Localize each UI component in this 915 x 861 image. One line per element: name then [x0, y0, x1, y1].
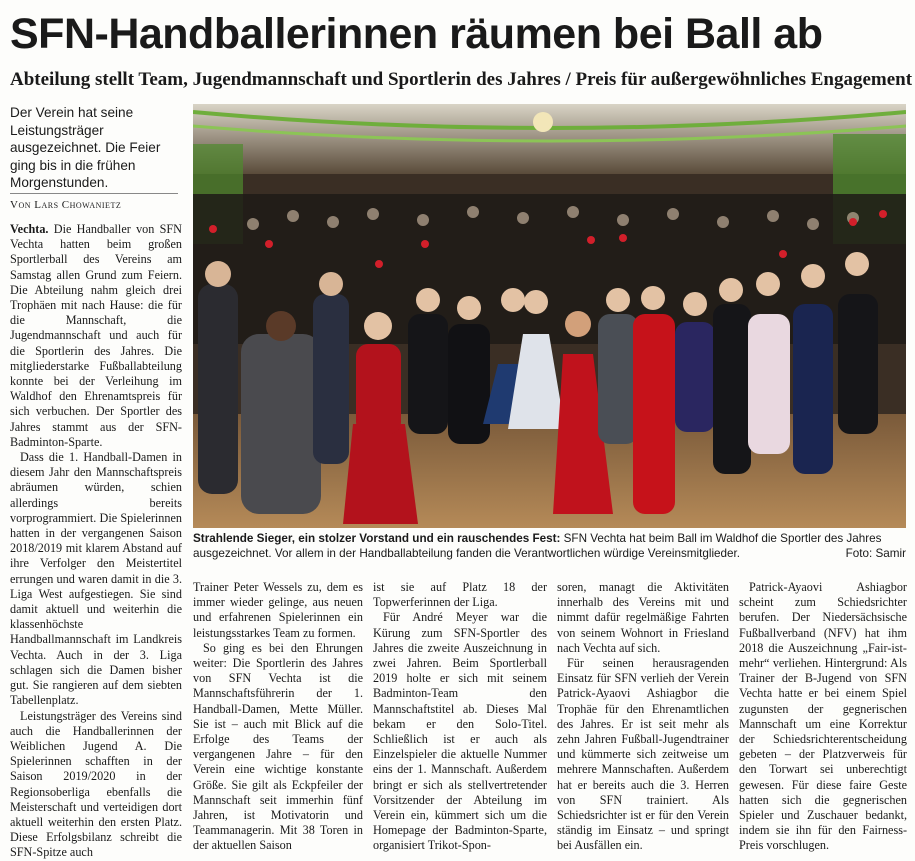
article-photo	[193, 104, 906, 528]
column-5	[739, 580, 907, 854]
teaser: Der Verein hat seine Leistungsträger ausgezeichnet. Die Feier ging bis in die frühen Morgenstunden.	[10, 105, 161, 191]
paragraph: Leistungsträger des Vereins sind auch die Handballerinnen der Weiblichen Jugend A. Die Spielerinnen schafften in der Saison 2019/2020 in der Regionsoberliga ebenfalls die Meisterschaft und verteidigen dort aktuell weiterhin den ersten Platz. Diese Erfolgsbilanz schreibt die SFN-Spitze auch	[10, 708, 182, 860]
paragraph: Patrick-Ayaovi Ashiagbor scheint zum Schiedsrichter berufen. Der Niedersächsische Fußballverband (NFV) hat ihm 2018 die Auszeichnung „Fair-ist-mehr“ verliehen. Hintergrund: Als Trainer der B-Jugend von SFN Vechta hatte er bei einem Spiel zugunsten der gegnerischen Mannschaft um eine Korrektur der Schiedsrichterentscheidung gebeten – der Platzverweis für den Torwart sei unberechtigt gewesen. Für diese faire Geste hatten sich die gegnerischen Spieler und Zuschauer bedankt, indem sie ihn für den Fairness-Preis vorschlugen.	[739, 580, 907, 853]
caption-text: SFN Vechta hat beim Ball im Waldhof die Sportler des Jahres ausgezeichnet. Vor allem in der Handballabteilung fanden die Verantwortlichen würdige Vereinsmitglieder.	[193, 532, 882, 561]
paragraph: Dass die 1. Handball-Damen in diesem Jahr den Mannschaftspreis abräumen würden, schien allerdings bereits vorprogrammiert. Die Spielerinnen hatten in der vergangenen Saison 2018/2019 mit klarem Abstand auf ihre Verfolger den Meistertitel errungen und waren damit in die 3. Liga West aufgestiegen. Sie sind damit aktuell und weiterhin die klassenhöchste Handballmannschaft im Landkreis Vechta. Auch in der 3. Liga schlagen sich die Damen bisher gut. Sie rangieren auf dem siebten Tabellenplatz.	[10, 450, 182, 708]
paragraph	[10, 222, 182, 450]
caption-lead: Strahlende Sieger, ein stolzer Vorstand und ein rauschendes Fest:	[193, 532, 561, 545]
paragraph: So ging es bei den Ehrungen weiter: Die Sportlerin des Jahres von SFN Vechta ist die Mannschaftsführerin der 1. Handball-Damen, Mette Müller. Sie ist – auch mit Blick auf die Erfolge des Teams der vergangenen Jahre – für den Verein eine wichtige konstante Größe. Sie gilt als Eckpfeiler der Mannschaft seit immerhin fünf Jahren, ist Motivatorin und Teammanagerin. Mit 38 Toren in der aktuellen Saison	[193, 640, 363, 853]
column-2	[193, 580, 363, 854]
byline: Von Lars Chowanietz	[10, 199, 122, 211]
paragraph: Für seinen herausragenden Einsatz für SFN verlieh der Verein Patrick-Ayaovi Ashiagbor die Trophäe für den Ehrenamtlichen des Jahres. Er ist seit mehr als zehn Jahren Fußball-Jugendtrainer und kümmerte sich zeitweise um mehrere Mannschaften. Außerdem hat er bereits auch die 3. Herren von SFN trainiert. Als Schiedsrichter ist er für den Verein ständig im Einsatz – und springt bei Ausfällen ein.	[557, 656, 729, 853]
paragraph: soren, managt die Aktivitäten innerhalb des Vereins mit und nimmt dafür regelmäßige Fahrten von seinem Wohnort in Friesland nach Vechta auf sich.	[557, 580, 729, 655]
chandelier	[533, 112, 553, 132]
dateline: Vechta.	[10, 222, 49, 236]
paragraph: Trainer Peter Wessels zu, dem es immer wieder gelinge, aus neuen und erfahrenen Spielerinnen ein leistungsstarkes Team zu formen.	[193, 580, 363, 640]
byline-rule	[10, 193, 178, 194]
ballroom-photo-illustration	[193, 104, 906, 528]
column-4	[557, 580, 729, 854]
headline: SFN-Handballerinnen räumen bei Ball ab	[10, 10, 823, 58]
column-3	[373, 580, 547, 854]
photo-credit: Foto: Samir	[845, 547, 906, 561]
paragraph: ist sie auf Platz 18 der Topwerferinnen der Liga.	[373, 580, 547, 610]
paragraph: Für André Meyer war die Kürung zum SFN-Sportler des Jahres die zweite Auszeichnung in zwei Jahren. Beim Sportlerball 2019 holte er sich mit seinem Badminton-Team den Mannschaftstitel ab. Dieses Mal bekam er den Solo-Titel. Schließlich ist er auch als Einzelspieler die aktuelle Nummer eins der 1. Mannschaft. Außerdem bringt er sich als stellvertretender Vorsitzender der Abteilung im Verein ein, kümmert sich um die Homepage der Badminton-Sparte, organisiert Trikot-Spon-	[373, 610, 547, 853]
subheadline: Abteilung stellt Team, Jugendmannschaft und Sportlerin des Jahres / Preis für außergewöhnliches Engagement	[10, 69, 913, 90]
photo-caption	[193, 531, 906, 561]
column-1	[10, 222, 182, 861]
paragraph-text: Die Handballer von SFN Vechta hatten beim großen Sportlerball des Vereins am Samstag allen Grund zum Feiern. Die Abteilung nahm gleich drei Trophäen mit nach Hause: die für die Mannschaft, die Jugendmannschaft und auch für die Sportlerin des Jahres. Die mitgliederstarke Fußballabteilung konnte bei der Verleihung im Waldhof den Ehrenamtspreis für sich verbuchen. Der Sportler des Jahres stammt aus der SFN-Badminton-Sparte.	[10, 222, 182, 449]
